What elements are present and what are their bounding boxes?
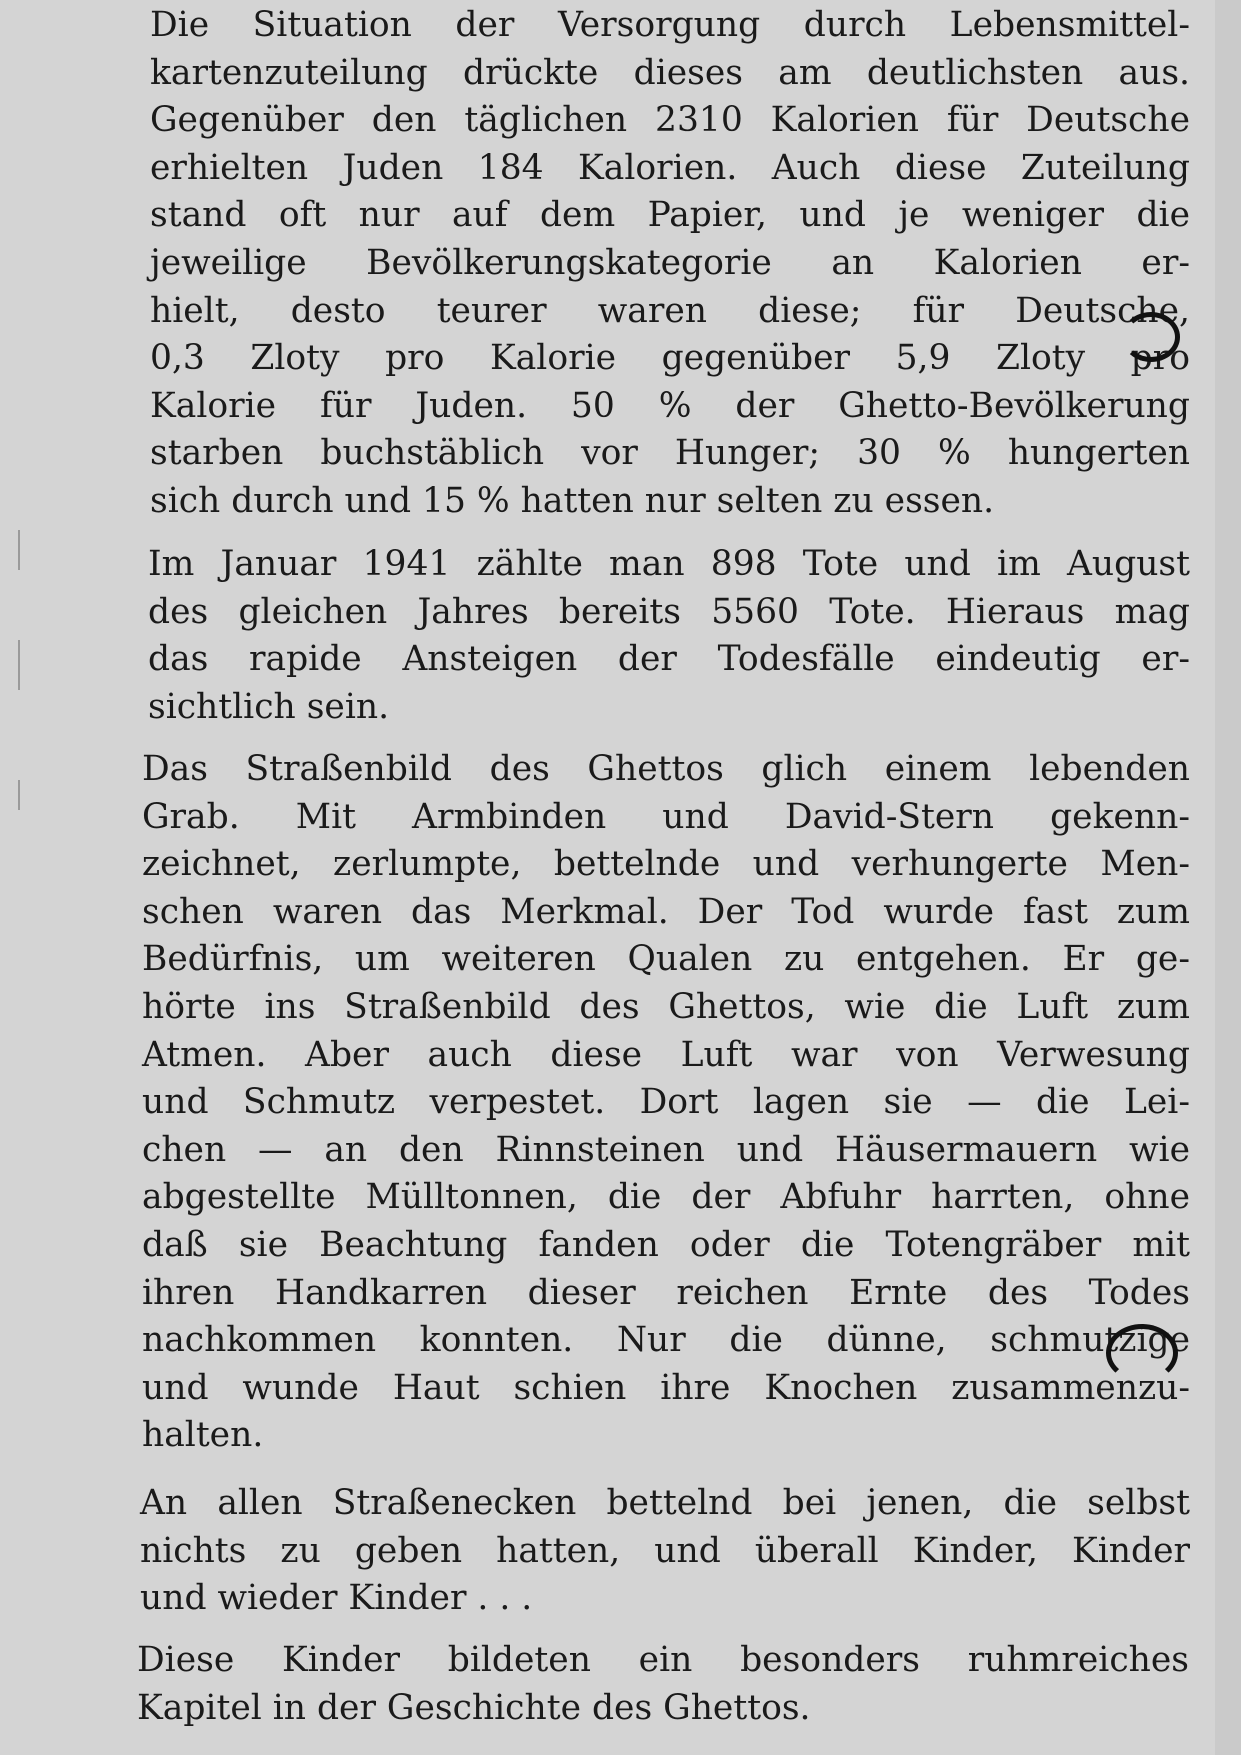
text-line: und Schmutz verpestet. Dort lagen sie — die Lei- (142, 1082, 1190, 1123)
text-line: ihren Handkarren dieser reichen Ernte des Todes (142, 1272, 1190, 1313)
paragraph-children-chapter (137, 1637, 1189, 1732)
scan-margin-mark (18, 530, 20, 570)
text-line: starben buchstäblich vor Hunger; 30 % hungerten (150, 433, 1190, 474)
text-line: abgestellte Mülltonnen, die der Abfuhr harrten, ohne (142, 1177, 1190, 1218)
text-line: erhielten Juden 184 Kalorien. Auch diese Zuteilung (150, 147, 1190, 188)
text-line: daß sie Beachtung fanden oder die Totengräber mit (142, 1224, 1190, 1265)
text-line: und wieder Kinder . . . (140, 1578, 533, 1619)
text-line: halten. (142, 1415, 264, 1456)
text-line: Grab. Mit Armbinden und David-Stern gekenn- (142, 796, 1190, 837)
text-line: Bedürfnis, um weiteren Qualen zu entgehen. Er ge- (142, 939, 1190, 980)
text-line: schen waren das Merkmal. Der Tod wurde fast zum (142, 891, 1190, 932)
text-line: kartenzuteilung drückte dieses am deutlichsten aus. (150, 52, 1190, 93)
paragraph-street-scene (142, 746, 1190, 1460)
text-line: hielt, desto teurer waren diese; für Deutsche, (150, 290, 1190, 331)
text-line: hörte ins Straßenbild des Ghettos, wie die Luft zum (142, 986, 1190, 1027)
ink-blot (1122, 312, 1180, 362)
text-line: Das Straßenbild des Ghettos glich einem lebenden (142, 749, 1190, 789)
ink-blot (1106, 1324, 1178, 1382)
text-line: Atmen. Aber auch diese Luft war von Verwesung (142, 1034, 1190, 1075)
text-line: sich durch und 15 % hatten nur selten zu essen. (150, 480, 995, 521)
text-line: Die Situation der Versorgung durch Lebensmittel- (150, 5, 1190, 45)
text-line: An allen Straßenecken bettelnd bei jenen, die selbst (140, 1483, 1190, 1523)
text-line: jeweilige Bevölkerungskategorie an Kalorien er- (150, 242, 1190, 283)
text-line: das rapide Ansteigen der Todesfälle eindeutig er- (148, 639, 1190, 680)
text-line: nachkommen konnten. Nur die dünne, schmutzige (142, 1320, 1190, 1361)
text-line: Im Januar 1941 zählte man 898 Tote und im August (148, 544, 1190, 584)
scan-margin-mark (18, 780, 20, 810)
text-line: zeichnet, zerlumpte, bettelnde und verhungerte Men- (142, 844, 1190, 885)
text-line: des gleichen Jahres bereits 5560 Tote. Hieraus mag (148, 591, 1190, 632)
text-line: chen — an den Rinnsteinen und Häusermauern wie (142, 1129, 1190, 1170)
paragraph-begging-children (140, 1480, 1190, 1623)
text-line: stand oft nur auf dem Papier, und je weniger die (150, 195, 1190, 236)
scan-margin-mark (18, 640, 20, 690)
text-line: und wunde Haut schien ihre Knochen zusammenzu- (142, 1367, 1190, 1408)
text-line: 0,3 Zloty pro Kalorie gegenüber 5,9 Zloty pro (150, 338, 1190, 379)
paragraph-rationing (150, 2, 1190, 526)
text-line: Kapitel in der Geschichte des Ghettos. (137, 1687, 811, 1728)
text-line: Gegenüber den täglichen 2310 Kalorien für Deutsche (150, 100, 1190, 141)
text-line: Diese Kinder bildeten ein besonders ruhmreiches (137, 1640, 1189, 1680)
text-line: sichtlich sein. (148, 686, 390, 727)
paragraph-death-toll (148, 541, 1190, 731)
page-edge-shadow (1215, 0, 1241, 1755)
text-line: Kalorie für Juden. 50 % der Ghetto-Bevölkerung (150, 385, 1190, 426)
text-line: nichts zu geben hatten, und überall Kinder, Kinder (140, 1530, 1190, 1571)
